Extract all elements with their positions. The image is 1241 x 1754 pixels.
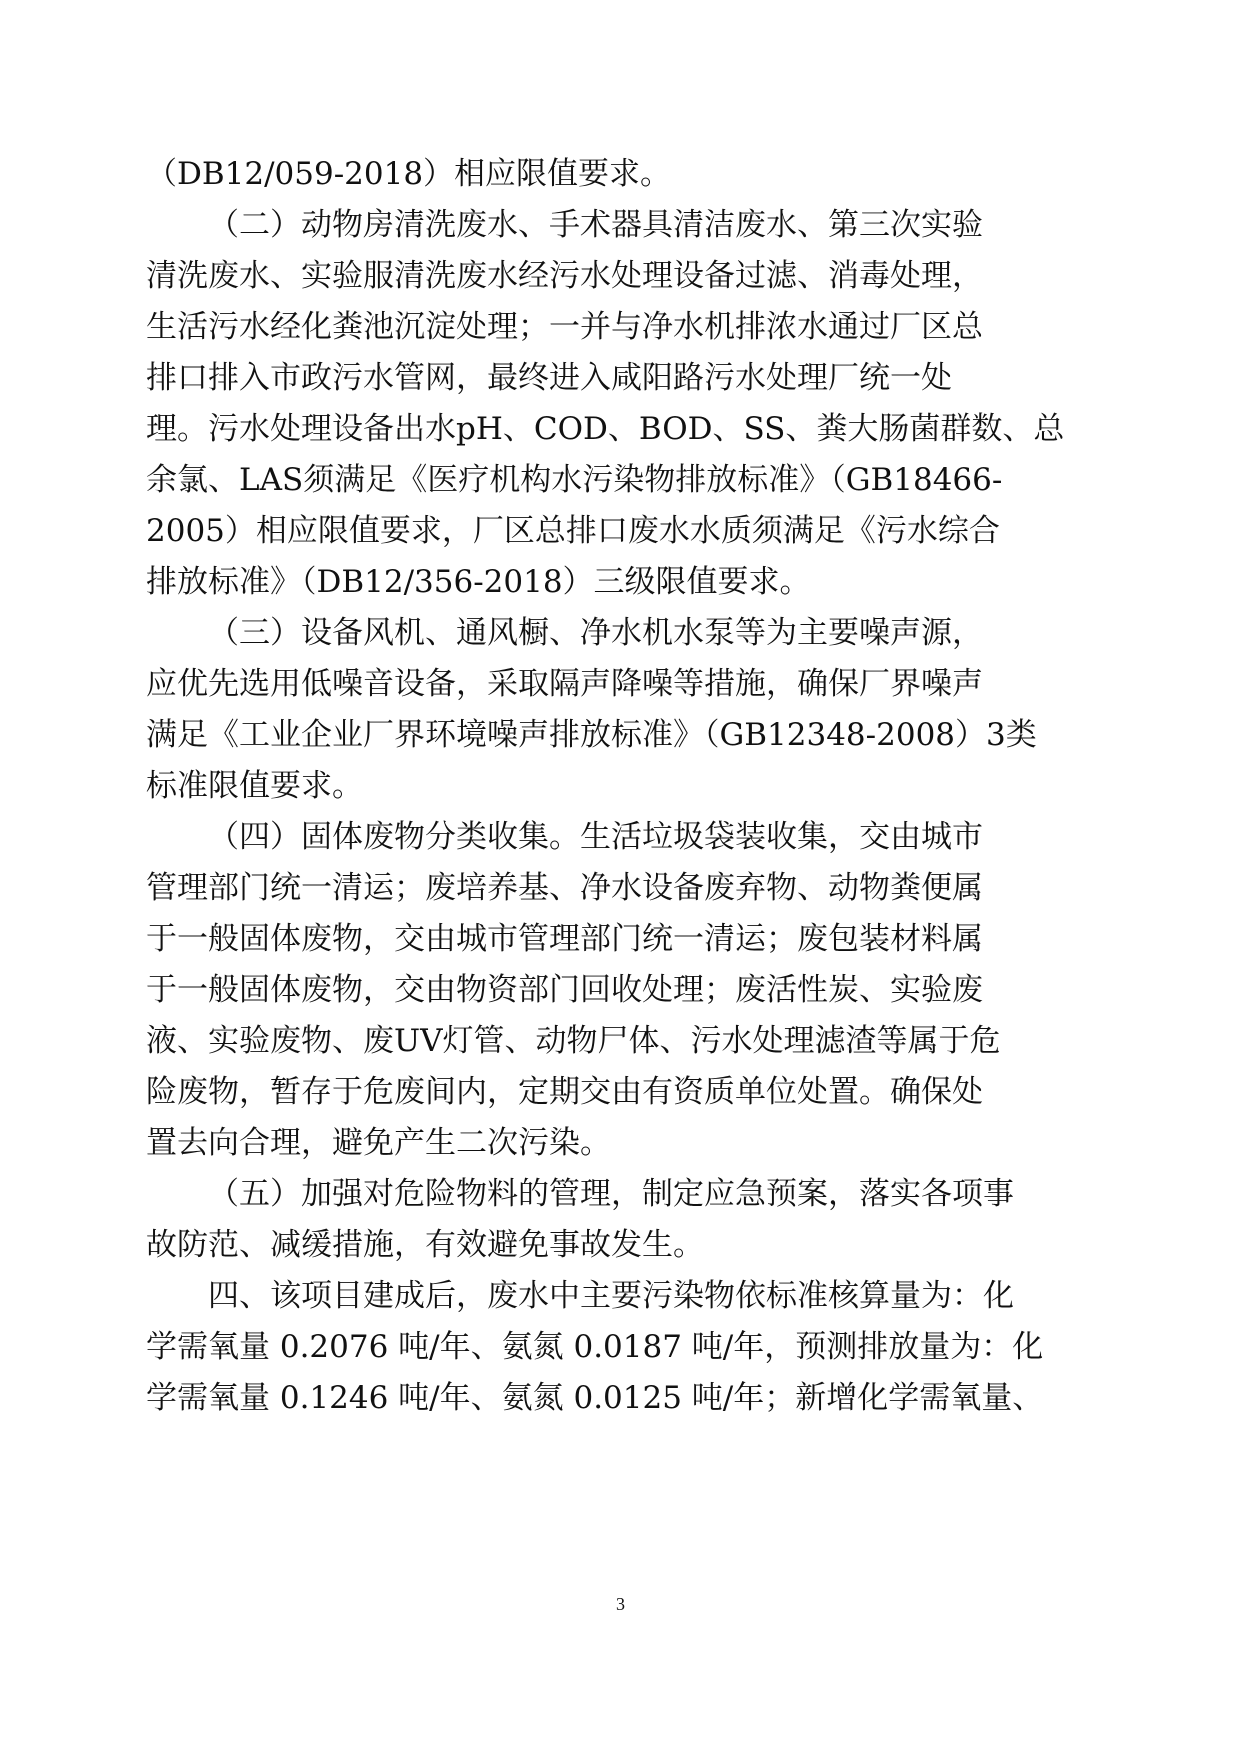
page-number: 3 (616, 1594, 625, 1614)
text-line-content: 于一般固体废物，交由物资部门回收处理；废活性炭、实验废 (146, 972, 983, 1008)
text-line-content: （DB12/059-2018）相应限值要求。 (146, 156, 672, 192)
paragraph-five-start (0, 1166, 1241, 1222)
text-line (0, 860, 1241, 916)
text-line (0, 299, 1241, 355)
text-line-content: （四）固体废物分类收集。生活垃圾袋装收集，交由城市 (208, 819, 983, 855)
text-line (0, 248, 1241, 304)
text-line (0, 1064, 1241, 1120)
text-line (0, 707, 1241, 763)
text-line-content: 应优先选用低噪音设备，采取隔声降噪等措施，确保厂界噪声 (146, 666, 983, 702)
paragraph-four-start (0, 809, 1241, 865)
text-line-content: 学需氧量 0.2076 吨/年、氨氮 0.0187 吨/年，预测排放量为：化 (146, 1329, 1044, 1365)
text-line-content: 生活污水经化粪池沉淀处理；一并与净水机排浓水通过厂区总 (146, 309, 983, 345)
text-line (0, 350, 1241, 406)
text-line-content: 排放标准》（DB12/356-2018）三级限值要求。 (146, 564, 811, 600)
paragraph-two-start (0, 197, 1241, 253)
text-line-content: 于一般固体废物，交由城市管理部门统一清运；废包装材料属 (146, 921, 983, 957)
paragraph-three-start (0, 605, 1241, 661)
text-line-content: 2005）相应限值要求，厂区总排口废水水质须满足《污水综合 (146, 513, 1000, 549)
text-line (0, 1013, 1241, 1069)
text-line-content: 四、该项目建成后，废水中主要污染物依标准核算量为：化 (208, 1278, 1014, 1314)
text-line-content: 理。污水处理设备出水pH、COD、BOD、SS、粪大肠菌群数、总 (146, 411, 1065, 447)
text-line (0, 911, 1241, 967)
text-line (0, 1217, 1241, 1273)
text-line (0, 146, 1241, 202)
text-line-content: 学需氧量 0.1246 吨/年、氨氮 0.0125 吨/年；新增化学需氧量、 (146, 1380, 1044, 1416)
text-line (0, 962, 1241, 1018)
text-line (0, 503, 1241, 559)
text-line (0, 1319, 1241, 1375)
text-line-content: 标准限值要求。 (146, 768, 363, 804)
text-line-content: 管理部门统一清运；废培养基、净水设备废弃物、动物粪便属 (146, 870, 983, 906)
text-line (0, 1115, 1241, 1171)
text-line (0, 452, 1241, 508)
text-line-content: 满足《工业企业厂界环境噪声排放标准》（GB12348-2008）3类 (146, 717, 1037, 753)
text-line-content: 置去向合理，避免产生二次污染。 (146, 1125, 611, 1161)
text-line-content: 清洗废水、实验服清洗废水经污水处理设备过滤、消毒处理， (146, 258, 983, 294)
section-four-start (0, 1268, 1241, 1324)
text-line-content: 险废物，暂存于危废间内，定期交由有资质单位处置。确保处 (146, 1074, 983, 1110)
text-line-content: （二）动物房清洗废水、手术器具清洁废水、第三次实验 (208, 207, 983, 243)
text-line-content: 液、实验废物、废UV灯管、动物尸体、污水处理滤渣等属于危 (146, 1023, 1001, 1059)
text-line-content: 排口排入市政污水管网，最终进入咸阳路污水处理厂统一处 (146, 360, 952, 396)
text-line-content: （三）设备风机、通风橱、净水机水泵等为主要噪声源， (208, 615, 983, 651)
text-line-content: （五）加强对危险物料的管理，制定应急预案，落实各项事 (208, 1176, 1014, 1212)
text-line-content: 故防范、减缓措施，有效避免事故发生。 (146, 1227, 704, 1263)
text-line (0, 401, 1241, 457)
text-line (0, 758, 1241, 814)
text-line-content: 余氯、LAS须满足《医疗机构水污染物排放标准》（GB18466- (146, 462, 1003, 498)
text-line (0, 656, 1241, 712)
text-line (0, 554, 1241, 610)
text-line (0, 1370, 1241, 1426)
